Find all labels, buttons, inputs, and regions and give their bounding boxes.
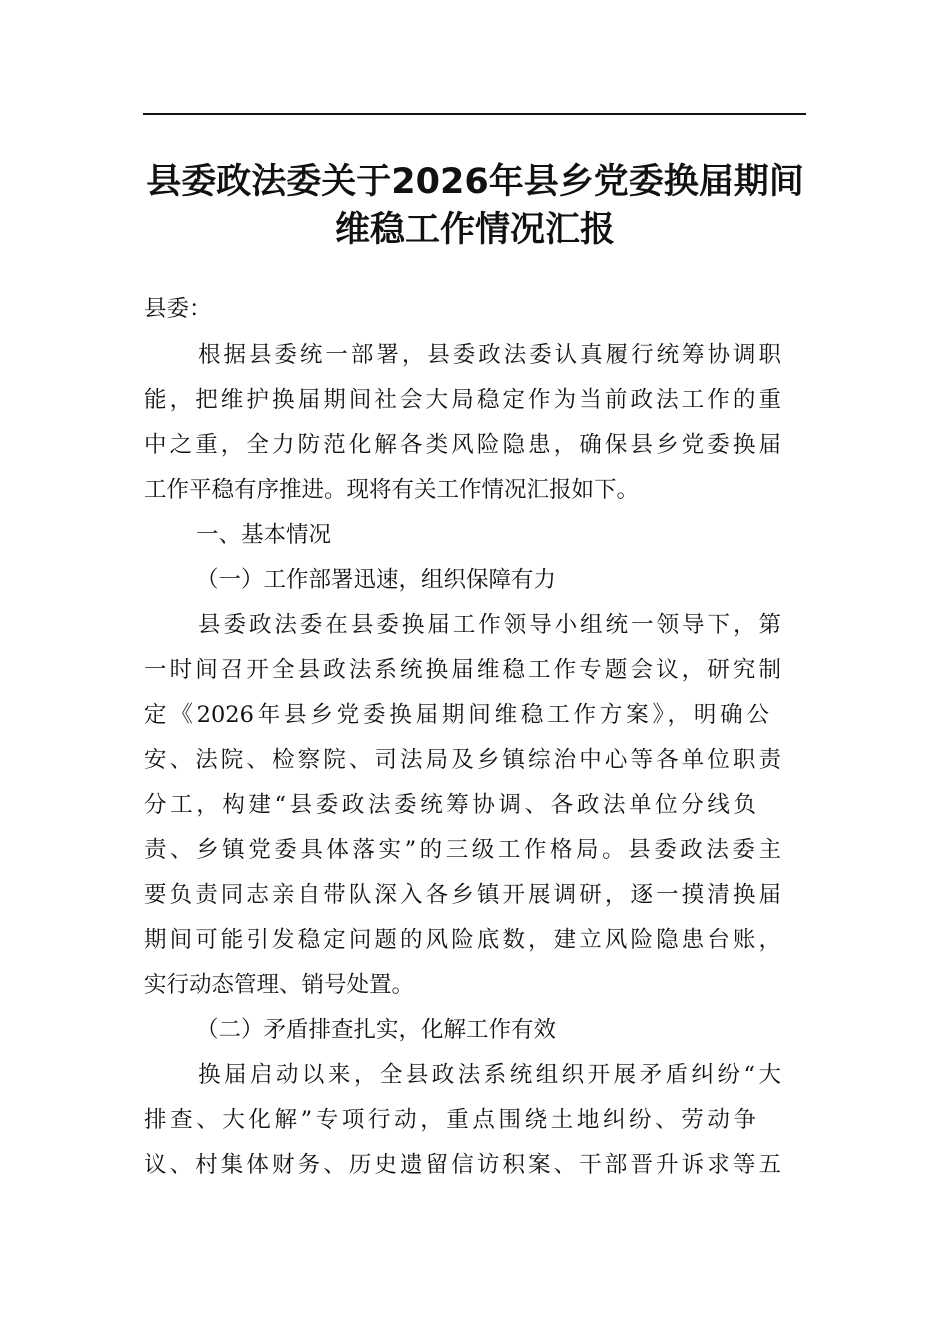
paragraph-line: 议、村集体财务、历史遗留信访积案、干部晋升诉求等五 (144, 1152, 781, 1178)
intro-line: 工作平稳有序推进。现将有关工作情况汇报如下。 (144, 477, 640, 503)
paragraph-line: 排查、大化解”专项行动，重点围绕土地纠纷、劳动争 (144, 1107, 756, 1133)
paragraph-line: 安、法院、检察院、司法局及乡镇综治中心等各单位职责 (144, 747, 781, 773)
paragraph-line: 要负责同志亲自带队深入各乡镇开展调研，逐一摸清换届 (144, 882, 781, 908)
paragraph-line: 责、乡镇党委具体落实”的三级工作格局。县委政法委主 (144, 837, 781, 863)
paragraph-line: 换届启动以来，全县政法系统组织开展矛盾纠纷“大 (198, 1062, 781, 1088)
document-title (110, 158, 840, 254)
paragraph-line: 实行动态管理、销号处置。 (144, 972, 415, 998)
paragraph-line: 一时间召开全县政法系统换届维稳工作专题会议，研究制 (144, 657, 781, 683)
salutation: 县委： (144, 296, 212, 322)
paragraph-line: 定《2026年县乡党委换届期间维稳工作方案》，明确公 (144, 702, 769, 728)
intro-line: 能，把维护换届期间社会大局稳定作为当前政法工作的重 (144, 387, 781, 413)
intro-line: 根据县委统一部署，县委政法委认真履行统筹协调职 (198, 342, 781, 368)
paragraph-line: 期间可能引发稳定问题的风险底数，建立风险隐患台账， (144, 927, 781, 953)
header-rule (143, 113, 806, 115)
subsection-heading: （二）矛盾排查扎实，化解工作有效 (196, 1017, 557, 1043)
intro-line: 中之重，全力防范化解各类风险隐患，确保县乡党委换届 (144, 432, 781, 458)
subsection-heading: （一）工作部署迅速，组织保障有力 (196, 567, 557, 593)
paragraph-line: 分工，构建“县委政法委统筹协调、各政法单位分线负 (144, 792, 756, 818)
title-line-2: 维稳工作情况汇报 (334, 210, 615, 250)
title-line-1: 县委政法委关于2026年县乡党委换届期间 (146, 162, 804, 202)
section-heading: 一、基本情况 (196, 522, 332, 548)
paragraph-line: 县委政法委在县委换届工作领导小组统一领导下，第 (198, 612, 781, 638)
